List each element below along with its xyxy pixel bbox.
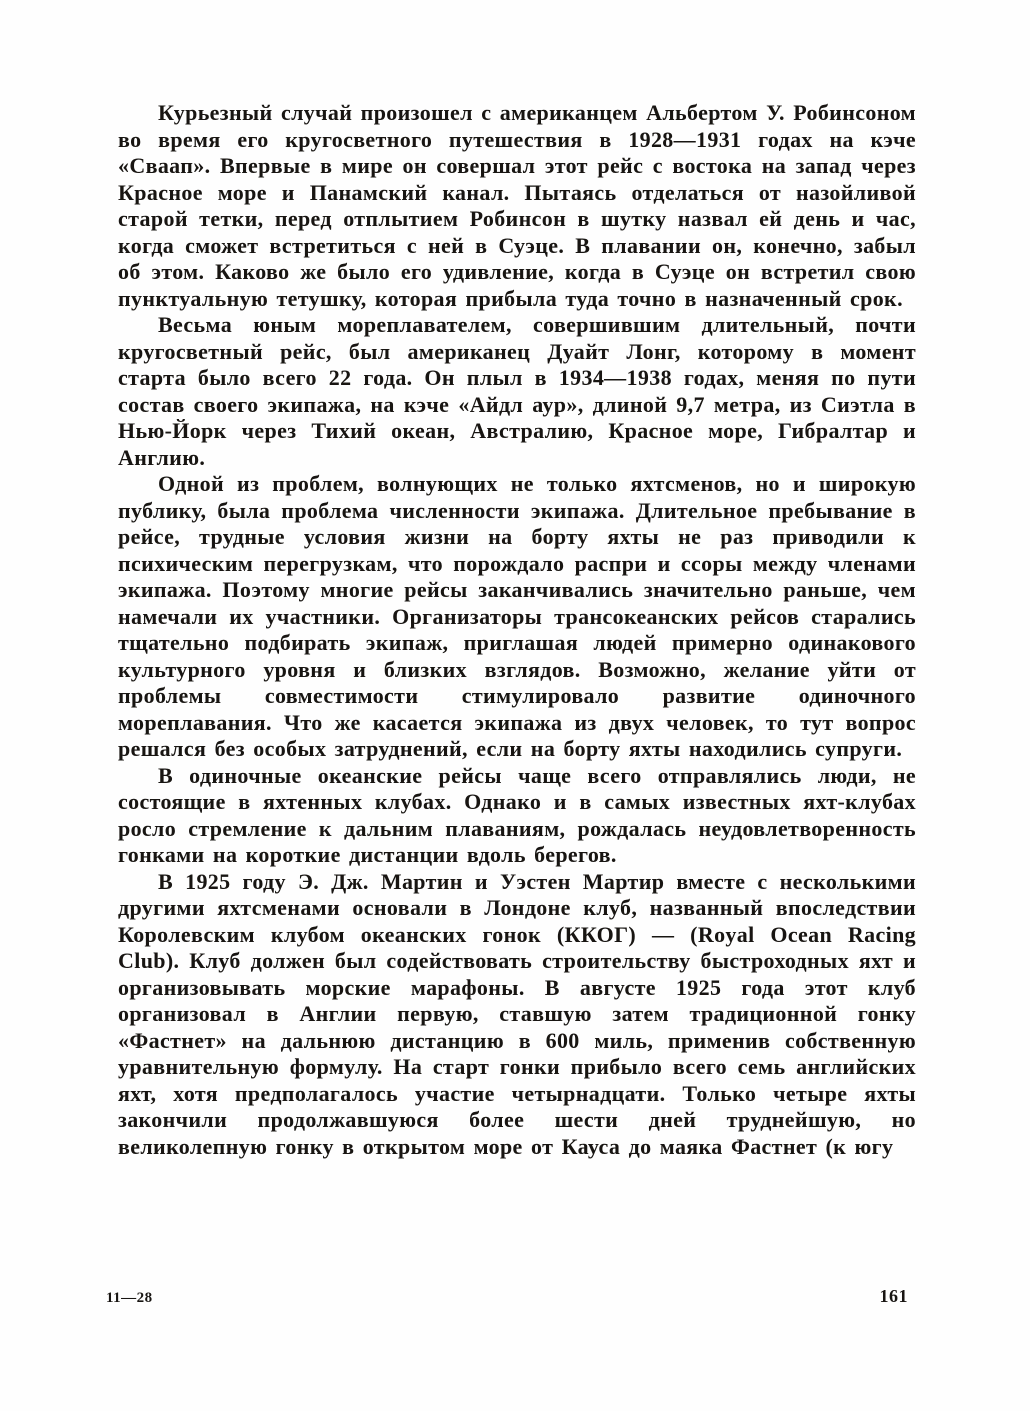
paragraph: В одиночные океанские рейсы чаще всего отправлялись люди, не состоящие в яхтенных клубах. Однако и в самых известных яхт-клубах росло стремление к дальним плаваниям, рождалась неудовлетворенность гонками на короткие дистанции вдоль берегов. xyxy=(118,762,916,867)
paragraph: Одной из проблем, волнующих не только яхтсменов, но и широкую публику, была проблема численности экипажа. Длительное пребывание в рейсе, трудные условия жизни на борту яхты не раз приводили к психическим перегрузкам, что порождало распри и ссоры между членами экипажа. Поэтому многие рейсы заканчивались значительно раньше, чем намечали их участники. Организаторы трансокеанских рейсов старались тщательно подбирать экипаж, приглашая людей примерно одинакового культурного уровня и близких взглядов. Возможно, желание уйти от проблемы совместимости стимулировало развитие одиночного мореплавания. Что же касается экипажа из двух человек, то тут вопрос решался без особых затруднений, если на борту яхты находились супруги. xyxy=(118,471,916,761)
paragraph: Курьезный случай произошел с американцем Альбертом У. Робинсоном во время его кругосветного путешествия в 1928—1931 годах на кэче «Сваап». Впервые в мире он совершал этот рейс с востока на запад через Красное море и Панамский канал. Пытаясь отделаться от назойливой старой тетки, перед отплытием Робинсон в шутку назвал ей день и час, когда сможет встретиться с ней в Суэце. В плавании он, конечно, забыл об этом. Каково же было его удивление, когда в Суэце он встретил свою пунктуальную тетушку, которая прибыла туда точно в назначенный срок. xyxy=(118,100,916,311)
paragraph: В 1925 году Э. Дж. Мартин и Уэстен Мартир вместе с несколькими другими яхтсменами основали в Лондоне клуб, названный впоследствии Королевским клубом океанских гонок (ККОГ) — (Royal Ocean Racing Club). Клуб должен был содействовать строительству быстроходных яхт и организовывать морские марафоны. В августе 1925 года этот клуб организовал в Англии первую, ставшую затем традиционной гонку «Фастнет» на дальнюю дистанцию в 600 миль, применив собственную уравнительную формулу. На старт гонки прибыло всего семь английских яхт, хотя предполагалось участие четырнадцати. Только четыре яхты закончили продолжавшуюся более шести дней труднейшую, но великолепную гонку в открытом море от Кауса до маяка Фастнет (к югу xyxy=(118,868,916,1159)
page-footer xyxy=(106,1286,916,1307)
signature-mark: 11—28 xyxy=(106,1290,153,1306)
page-number: 161 xyxy=(879,1286,908,1306)
paragraph: Весьма юным мореплавателем, совершившим длительный, почти кругосветный рейс, был американец Дуайт Лонг, которому в момент старта было всего 22 года. Он плыл в 1934—1938 годах, меняя по пути состав своего экипажа, на кэче «Айдл аур», длиной 9,7 метра, из Сиэтла в Нью-Йорк через Тихий океан, Австралию, Красное море, Гибралтар и Англию. xyxy=(118,312,916,470)
body-text xyxy=(118,100,916,1160)
